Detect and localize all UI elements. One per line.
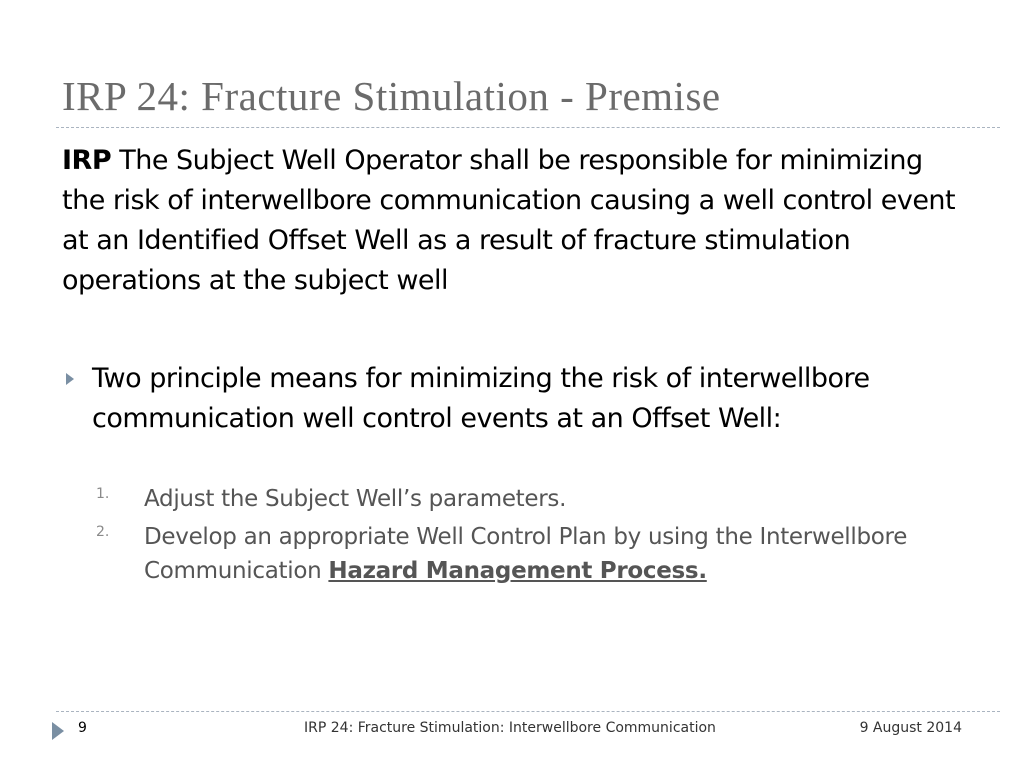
hazard-management-link[interactable]: Hazard Management Process. <box>328 558 707 584</box>
list-item <box>62 482 962 516</box>
numbered-list <box>62 482 962 592</box>
footer-title: IRP 24: Fracture Stimulation: Interwellbore Communication <box>304 720 716 736</box>
list-item-text-body: Develop an appropriate Well Control Plan by using the Interwellbore Communication <box>144 524 908 584</box>
list-item-number: 2. <box>96 524 110 540</box>
list-item-text <box>144 520 962 588</box>
irp-statement <box>62 141 962 301</box>
irp-text: The Subject Well Operator shall be responsible for minimizing the risk of interwellbore communication causing a well control event at an Identified Offset Well as a result of fracture stimulation operations at the subject well <box>62 145 956 296</box>
list-item-text: Adjust the Subject Well’s parameters. <box>144 486 567 512</box>
bullet-point <box>62 359 962 439</box>
irp-label: IRP <box>62 145 112 176</box>
footer-divider <box>56 711 1000 712</box>
list-item-number: 1. <box>96 486 110 502</box>
title-divider <box>56 127 1000 128</box>
slide-title: IRP 24: Fracture Stimulation - Premise <box>62 73 721 119</box>
slide-number: 9 <box>78 720 87 736</box>
triangle-footer-icon <box>52 722 64 740</box>
bullet-text: Two principle means for minimizing the risk of interwellbore communication well control events at an Offset Well: <box>92 363 870 434</box>
triangle-bullet-icon <box>66 373 74 385</box>
list-item <box>62 520 962 588</box>
footer-date: 9 August 2014 <box>859 720 962 736</box>
